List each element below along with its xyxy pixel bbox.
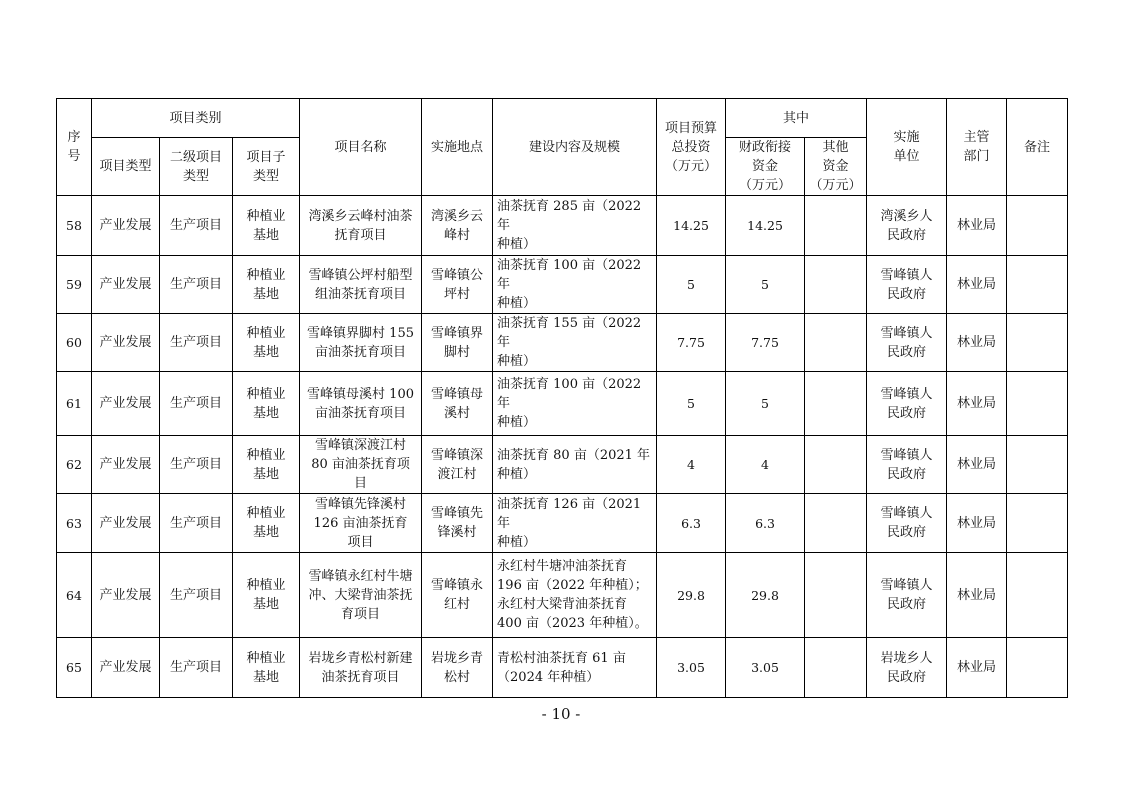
- cell-budget: 5: [657, 372, 726, 436]
- cell-secondary-type: 生产项目: [160, 256, 233, 314]
- cell-location: 湾溪乡云 峰村: [422, 196, 493, 256]
- cell-other: [805, 638, 867, 698]
- cell-project-type: 产业发展: [92, 553, 160, 638]
- cell-unit: 雪峰镇人 民政府: [867, 553, 947, 638]
- cell-project-name: 雪峰镇母溪村 100 亩油茶抚育项目: [300, 372, 422, 436]
- cell-other: [805, 256, 867, 314]
- page-number: - 10 -: [541, 705, 581, 723]
- header-other: 其他 资金 （万元）: [805, 138, 867, 196]
- cell-secondary-type: 生产项目: [160, 196, 233, 256]
- cell-sub-type: 种植业 基地: [233, 638, 300, 698]
- cell-location: 雪峰镇先 锋溪村: [422, 494, 493, 553]
- cell-project-type: 产业发展: [92, 256, 160, 314]
- cell-unit: 岩垅乡人 民政府: [867, 638, 947, 698]
- header-remark: 备注: [1007, 99, 1068, 196]
- cell-fiscal: 14.25: [726, 196, 805, 256]
- cell-budget: 6.3: [657, 494, 726, 553]
- cell-seq: 64: [57, 553, 92, 638]
- cell-location: 雪峰镇公 坪村: [422, 256, 493, 314]
- cell-project-type: 产业发展: [92, 314, 160, 372]
- cell-dept: 林业局: [947, 196, 1007, 256]
- cell-dept: 林业局: [947, 436, 1007, 494]
- header-seq: 序 号: [57, 99, 92, 196]
- cell-project-name: 雪峰镇界脚村 155 亩油茶抚育项目: [300, 314, 422, 372]
- cell-seq: 60: [57, 314, 92, 372]
- header-fiscal: 财政衔接 资金 （万元）: [726, 138, 805, 196]
- cell-project-name: 雪峰镇先锋溪村 126 亩油茶抚育 项目: [300, 494, 422, 553]
- cell-remark: [1007, 638, 1068, 698]
- cell-dept: 林业局: [947, 638, 1007, 698]
- cell-remark: [1007, 553, 1068, 638]
- cell-location: 雪峰镇界 脚村: [422, 314, 493, 372]
- cell-remark: [1007, 196, 1068, 256]
- cell-other: [805, 196, 867, 256]
- cell-dept: 林业局: [947, 494, 1007, 553]
- cell-secondary-type: 生产项目: [160, 436, 233, 494]
- cell-project-name: 雪峰镇公坪村船型 组油茶抚育项目: [300, 256, 422, 314]
- cell-fiscal: 7.75: [726, 314, 805, 372]
- header-location: 实施地点: [422, 99, 493, 196]
- cell-seq: 63: [57, 494, 92, 553]
- header-unit: 实施 单位: [867, 99, 947, 196]
- cell-content: 青松村油茶抚育 61 亩 （2024 年种植）: [493, 638, 657, 698]
- cell-unit: 雪峰镇人 民政府: [867, 372, 947, 436]
- cell-project-name: 湾溪乡云峰村油茶 抚育项目: [300, 196, 422, 256]
- cell-project-type: 产业发展: [92, 494, 160, 553]
- cell-fiscal: 5: [726, 372, 805, 436]
- cell-location: 雪峰镇母 溪村: [422, 372, 493, 436]
- header-category-group: 项目类别: [92, 99, 300, 138]
- cell-other: [805, 372, 867, 436]
- cell-other: [805, 314, 867, 372]
- cell-project-type: 产业发展: [92, 372, 160, 436]
- cell-seq: 61: [57, 372, 92, 436]
- cell-sub-type: 种植业 基地: [233, 553, 300, 638]
- cell-remark: [1007, 494, 1068, 553]
- cell-seq: 65: [57, 638, 92, 698]
- cell-project-name: 雪峰镇永红村牛塘 冲、大梁背油茶抚 育项目: [300, 553, 422, 638]
- cell-location: 雪峰镇永 红村: [422, 553, 493, 638]
- cell-budget: 3.05: [657, 638, 726, 698]
- project-table: [56, 98, 1068, 698]
- cell-fiscal: 6.3: [726, 494, 805, 553]
- cell-other: [805, 553, 867, 638]
- header-sub-type: 项目子 类型: [233, 138, 300, 196]
- header-content: 建设内容及规模: [493, 99, 657, 196]
- cell-budget: 5: [657, 256, 726, 314]
- cell-secondary-type: 生产项目: [160, 638, 233, 698]
- cell-sub-type: 种植业 基地: [233, 436, 300, 494]
- cell-budget: 14.25: [657, 196, 726, 256]
- cell-unit: 湾溪乡人 民政府: [867, 196, 947, 256]
- cell-fiscal: 29.8: [726, 553, 805, 638]
- cell-budget: 7.75: [657, 314, 726, 372]
- cell-seq: 59: [57, 256, 92, 314]
- cell-dept: 林业局: [947, 372, 1007, 436]
- cell-budget: 29.8: [657, 553, 726, 638]
- cell-remark: [1007, 372, 1068, 436]
- table-row: [57, 494, 1068, 553]
- cell-project-type: 产业发展: [92, 196, 160, 256]
- cell-sub-type: 种植业 基地: [233, 314, 300, 372]
- cell-content: 永红村牛塘冲油茶抚育 196 亩（2022 年种植）； 永红村大梁背油茶抚育 400 亩（2023 年种植）。: [493, 553, 657, 638]
- header-budget: 项目预算 总投资 （万元）: [657, 99, 726, 196]
- cell-content: 油茶抚育 100 亩（2022 年 种植）: [493, 256, 657, 314]
- cell-unit: 雪峰镇人 民政府: [867, 436, 947, 494]
- cell-budget: 4: [657, 436, 726, 494]
- cell-secondary-type: 生产项目: [160, 372, 233, 436]
- table-row: [57, 314, 1068, 372]
- cell-fiscal: 5: [726, 256, 805, 314]
- cell-unit: 雪峰镇人 民政府: [867, 494, 947, 553]
- cell-content: 油茶抚育 80 亩（2021 年 种植）: [493, 436, 657, 494]
- cell-location: 雪峰镇深 渡江村: [422, 436, 493, 494]
- header-dept: 主管 部门: [947, 99, 1007, 196]
- cell-sub-type: 种植业 基地: [233, 372, 300, 436]
- table-row: [57, 638, 1068, 698]
- table-row: [57, 256, 1068, 314]
- table-row: [57, 553, 1068, 638]
- cell-project-type: 产业发展: [92, 638, 160, 698]
- cell-secondary-type: 生产项目: [160, 314, 233, 372]
- cell-other: [805, 436, 867, 494]
- cell-dept: 林业局: [947, 314, 1007, 372]
- cell-content: 油茶抚育 155 亩（2022 年 种植）: [493, 314, 657, 372]
- cell-other: [805, 494, 867, 553]
- cell-remark: [1007, 436, 1068, 494]
- cell-content: 油茶抚育 126 亩（2021 年 种植）: [493, 494, 657, 553]
- cell-location: 岩垅乡青 松村: [422, 638, 493, 698]
- cell-seq: 58: [57, 196, 92, 256]
- table-row: [57, 436, 1068, 494]
- cell-sub-type: 种植业 基地: [233, 256, 300, 314]
- table-row: [57, 372, 1068, 436]
- cell-unit: 雪峰镇人 民政府: [867, 256, 947, 314]
- cell-project-type: 产业发展: [92, 436, 160, 494]
- cell-fiscal: 3.05: [726, 638, 805, 698]
- header-project-name: 项目名称: [300, 99, 422, 196]
- header-among-group: 其中: [726, 99, 867, 138]
- cell-seq: 62: [57, 436, 92, 494]
- cell-sub-type: 种植业 基地: [233, 494, 300, 553]
- cell-content: 油茶抚育 285 亩（2022 年 种植）: [493, 196, 657, 256]
- table-row: [57, 196, 1068, 256]
- cell-sub-type: 种植业 基地: [233, 196, 300, 256]
- cell-fiscal: 4: [726, 436, 805, 494]
- cell-secondary-type: 生产项目: [160, 553, 233, 638]
- cell-remark: [1007, 314, 1068, 372]
- cell-dept: 林业局: [947, 256, 1007, 314]
- cell-dept: 林业局: [947, 553, 1007, 638]
- cell-secondary-type: 生产项目: [160, 494, 233, 553]
- header-project-type: 项目类型: [92, 138, 160, 196]
- cell-remark: [1007, 256, 1068, 314]
- cell-content: 油茶抚育 100 亩（2022 年 种植）: [493, 372, 657, 436]
- cell-project-name: 岩垅乡青松村新建 油茶抚育项目: [300, 638, 422, 698]
- cell-project-name: 雪峰镇深渡江村 80 亩油茶抚育项 目: [300, 436, 422, 494]
- header-secondary-type: 二级项目 类型: [160, 138, 233, 196]
- cell-unit: 雪峰镇人 民政府: [867, 314, 947, 372]
